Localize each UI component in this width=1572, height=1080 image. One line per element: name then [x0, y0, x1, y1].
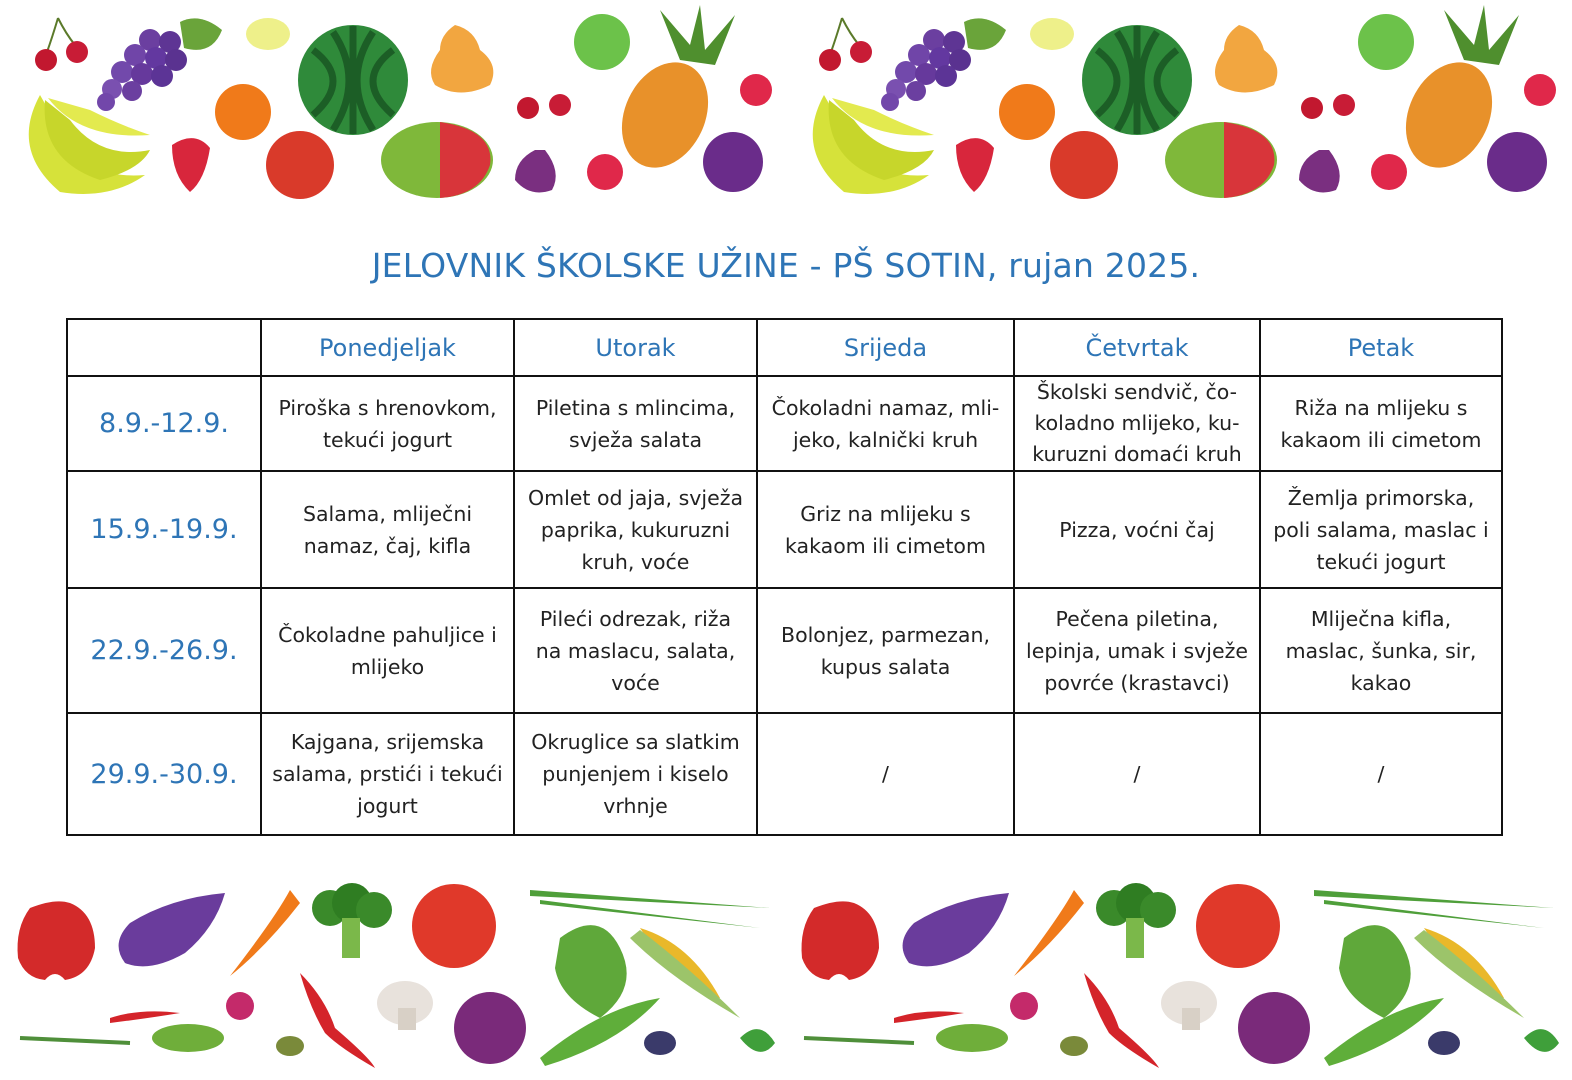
menu-table — [66, 318, 1503, 836]
meal-cell: Žemlja primorska, poli salama, maslac i tekući jogurt — [1260, 471, 1502, 588]
meal-cell: Školski sendvič, čo- koladno mlijeko, ku- kuruzni domaći kruh — [1014, 376, 1260, 471]
meal-cell: / — [757, 713, 1014, 835]
week-row — [67, 376, 1502, 471]
week-dates: 29.9.-30.9. — [67, 713, 261, 835]
week-row — [67, 713, 1502, 835]
week-row — [67, 588, 1502, 713]
day-header: Petak — [1260, 319, 1502, 376]
corner-cell — [67, 319, 261, 376]
meal-cell: / — [1260, 713, 1502, 835]
meal-cell: Piletina s mlincima, svježa salata — [514, 376, 757, 471]
day-header: Srijeda — [757, 319, 1014, 376]
meal-cell: Pileći odrezak, riža na maslacu, salata, voće — [514, 588, 757, 713]
meal-cell: Bolonjez, parmezan, kupus salata — [757, 588, 1014, 713]
day-header: Četvrtak — [1014, 319, 1260, 376]
meal-cell: Čokoladni namaz, mli- jeko, kalnički kruh — [757, 376, 1014, 471]
meal-cell: Mliječna kifla, maslac, šunka, sir, kakao — [1260, 588, 1502, 713]
meal-cell: Griz na mlijeku s kakaom ili cimetom — [757, 471, 1014, 588]
week-dates: 22.9.-26.9. — [67, 588, 261, 713]
meal-cell: Pečena piletina, lepinja, umak i svježe povrće (krastavci) — [1014, 588, 1260, 713]
meal-cell: Okruglice sa slatkim punjenjem i kiselo vrhnje — [514, 713, 757, 835]
meal-cell: Salama, mliječni namaz, čaj, kifla — [261, 471, 514, 588]
day-header: Ponedjeljak — [261, 319, 514, 376]
meal-cell: Čokoladne pahuljice i mlijeko — [261, 588, 514, 713]
header-row — [67, 319, 1502, 376]
meal-cell: Piroška s hrenovkom, tekući jogurt — [261, 376, 514, 471]
page-title: JELOVNIK ŠKOLSKE UŽINE - PŠ SOTIN, rujan 2025. — [371, 246, 1201, 285]
week-row — [67, 471, 1502, 588]
fruit-banner — [0, 0, 1572, 205]
meal-cell: Riža na mlijeku s kakaom ili cimetom — [1260, 376, 1502, 471]
meal-cell: Kajgana, srijemska salama, prstići i tekući jogurt — [261, 713, 514, 835]
meal-cell: Pizza, voćni čaj — [1014, 471, 1260, 588]
meal-cell: / — [1014, 713, 1260, 835]
day-header: Utorak — [514, 319, 757, 376]
week-dates: 8.9.-12.9. — [67, 376, 261, 471]
week-dates: 15.9.-19.9. — [67, 471, 261, 588]
meal-cell: Omlet od jaja, svježa paprika, kukuruzni kruh, voće — [514, 471, 757, 588]
vegetable-banner — [0, 868, 1572, 1080]
